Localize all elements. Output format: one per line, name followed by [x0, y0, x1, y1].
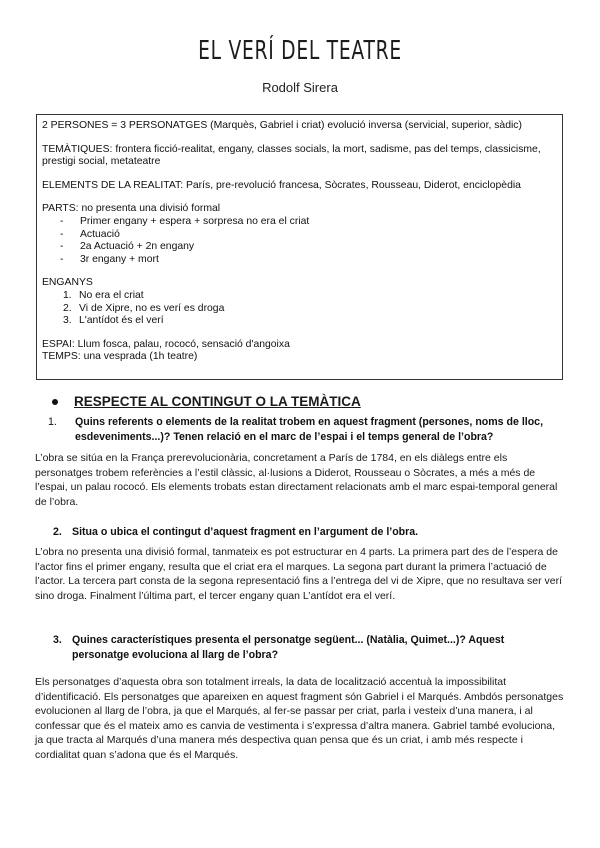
themes-line: TEMÀTIQUES: frontera ficció-realitat, engany, classes socials, la mort, sadisme, pas del temps, classicisme, prestigi social, metateatre — [42, 143, 541, 168]
deceptions-list-item — [63, 315, 558, 328]
question-text: Quins referents o elements de la realitat trobem en aquest fragment (persones, noms de lloc, esdeveniments...)? Tenen relació en el marc de l’espai i el temps general de l’obra? — [75, 416, 544, 443]
section-heading — [52, 394, 361, 409]
deceptions-list-item — [63, 303, 558, 316]
parts-list — [42, 216, 558, 266]
time-line: TEMPS: una vesprada (1h teatre) — [42, 351, 198, 363]
list-number: 1. — [63, 289, 72, 301]
answer-1: L’obra se sitúa en la França prerevolucionària, concretament a París de 1784, en els diàlegs entre els personatges trobem referències a l’estil clàssic, al·lusions a Diderot, Rousseau o Sòcrates, a més a més de l’espai, un palau rococó. Els elements trobats estan directament relacionats amb el marc espai-temporal general de l’obra. — [35, 452, 558, 508]
question-number: 3. — [53, 634, 62, 646]
bullet-icon — [52, 399, 58, 405]
list-text: Vi de Xipre, no es verí es droga — [79, 302, 225, 314]
deceptions-list — [42, 290, 558, 328]
parts-list-item: - Primer engany + espera + sorpresa no era el criat — [60, 216, 558, 229]
reality-elements-line: ELEMENTS DE LA REALITAT: París, pre-revolució francesa, Sòcrates, Rousseau, Diderot, enciclopèdia — [42, 179, 521, 191]
list-text: No era el criat — [79, 289, 144, 301]
question-2 — [53, 525, 563, 540]
question-1 — [48, 415, 563, 444]
space-line: ESPAI: Llum fosca, palau, rococó, sensació d'angoixa — [42, 338, 290, 350]
answer-2: L’obra no presenta una divisió formal, tanmateix es pot estructurar en 4 parts. La primera part des de l’espera de l’actor fins el primer engany, resulta que el criat era el marques. La segona part durant la primera l’actuació de l’actor. La tercera part consta de la segona representació fins a l’entrega del vi de Xipre, que no resultava ser verí sino droga. Finalment l’última part, el tercer engany quan L’antídot era el verí. — [35, 546, 563, 602]
deceptions-label: ENGANYS — [42, 277, 93, 289]
parts-list-item: - 2a Actuació + 2n engany — [60, 241, 558, 254]
list-text: L'antídot és el verí — [79, 315, 164, 327]
question-3 — [53, 633, 558, 662]
question-number: 1. — [48, 416, 57, 428]
parts-list-item: - 3r engany + mort — [60, 254, 558, 267]
answer-3: Els personatges d’aquesta obra son totalment irreals, la data de localització accentuà la impossibilitat d’identificació. Els personatges que apareixen en aquest fragment són Gabriel i el Marqués. Ambdós personatges evolucionen al llarg de l’obra, ja que el Marqués, al fer-se passar per criat, parla i vesteix d’una manera, i al confessar que és el mateix amo es canvia de vestimenta i s’expressa d’altra manera. Gabriel també evoluciona, ja que tracta al Marqués d’una manera més despectiva quan pensa que és un criat, i amb més respecte i cordialitat quan s’adona que és el Marqués. — [35, 676, 564, 761]
section-heading-text: RESPECTE AL CONTINGUT O LA TEMÀTICA — [74, 394, 361, 409]
parts-label: PARTS: no presenta una divisió formal — [42, 203, 221, 215]
parts-list-item: - Actuació — [60, 229, 558, 242]
question-text: Quines característiques presenta el personatge següent... (Natàlia, Quimet...)? Aquest personatge evoluciona al llarg de l’obra? — [72, 634, 505, 661]
document-title: EL VERÍ DEL TEATRE — [198, 36, 402, 66]
question-text: Situa o ubica el contingut d’aquest fragment en l’argument de l’obra. — [72, 526, 419, 538]
characters-line: 2 PERSONES = 3 PERSONATGES (Marquès, Gabriel i criat) evolució inversa (servicial, superior, sàdic) — [42, 120, 522, 131]
question-number: 2. — [53, 526, 62, 538]
list-number: 3. — [63, 315, 72, 327]
summary-box — [36, 114, 563, 380]
list-number: 2. — [63, 302, 72, 314]
deceptions-list-item — [63, 290, 558, 303]
document-author: Rodolf Sirera — [262, 80, 338, 95]
